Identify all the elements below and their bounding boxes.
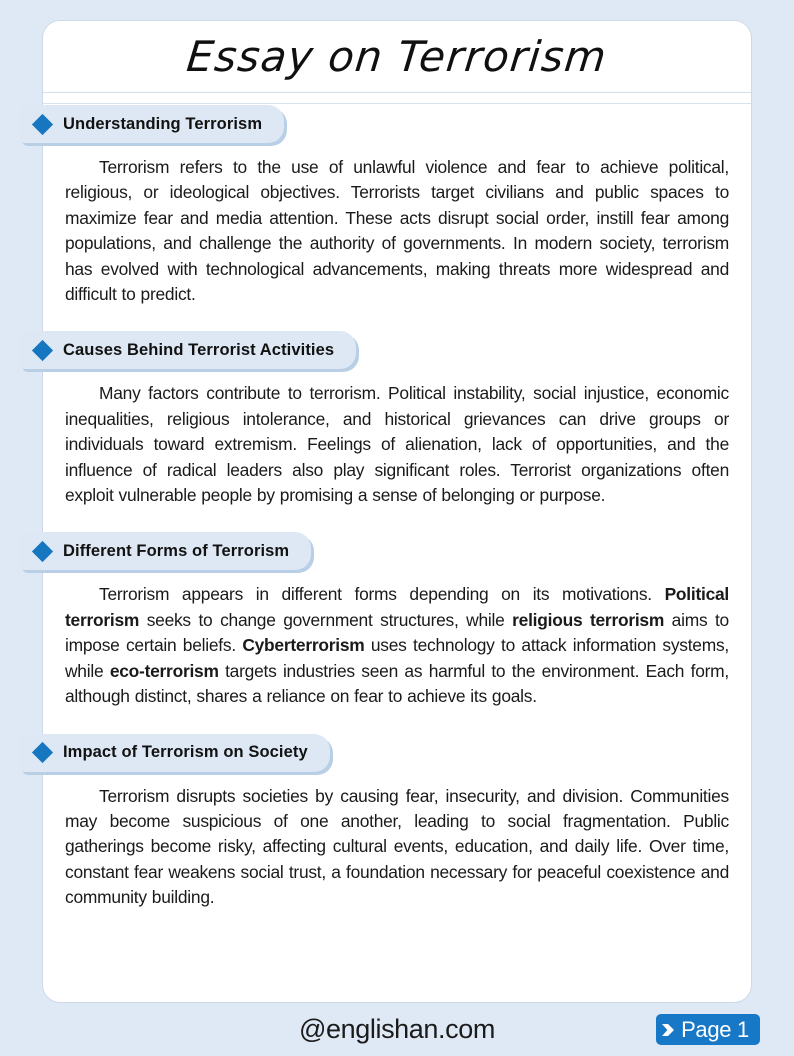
- diamond-bullet-icon: [32, 742, 53, 763]
- diamond-bullet-icon: [32, 113, 53, 134]
- section-impact-of-terrorism-on-society: [43, 734, 751, 911]
- page-footer: [0, 1003, 794, 1056]
- section-heading-label-1: Understanding Terrorism: [63, 114, 263, 133]
- section-heading-label-4: Impact of Terrorism on Society: [63, 743, 308, 761]
- title-divider: [43, 93, 751, 104]
- arrow-right-icon: [662, 1022, 678, 1038]
- section-heading-pill-1[interactable]: [19, 105, 284, 143]
- title-band: [43, 21, 751, 93]
- page-number-label: Page 1: [681, 1016, 749, 1042]
- site-name: @englishan.com: [299, 1014, 495, 1044]
- section-heading-pill-2[interactable]: [19, 331, 356, 369]
- section-heading-label-2: Causes Behind Terrorist Activities: [63, 340, 335, 359]
- section-heading-pill-3[interactable]: [19, 532, 311, 570]
- section-paragraph-4: Terrorism disrupts societies by causing fear, insecurity, and division. Communities may become suspicious of one another, leading to social fragmentation. Public gatherings become risky, affecting cultural events, education, and daily life. Over time, constant fear weakens social trust, a foundation necessary for peaceful coexistence and community building.: [65, 785, 729, 908]
- section-heading-pill-4[interactable]: [19, 734, 330, 772]
- essay-content: [43, 105, 751, 1002]
- section-paragraph-3: Terrorism appears in different forms depending on its motivations. Political terrorism seeks to change government structures, while religious terrorism aims to impose certain beliefs. Cyberterrorism uses technology to attack information systems, while eco-terrorism targets industries seen as harmful to the environment. Each form, although distinct, shares a reliance on fear to achieve its goals.: [65, 584, 729, 707]
- section-different-forms-of-terrorism: [43, 532, 751, 709]
- diamond-bullet-icon: [32, 340, 53, 361]
- page-title: Essay on Terrorism: [184, 31, 610, 81]
- essay-page-card: [42, 20, 752, 1003]
- section-heading-label-3: Different Forms of Terrorism: [63, 541, 290, 560]
- section-understanding-terrorism: [43, 105, 751, 307]
- diamond-bullet-icon: [32, 541, 53, 562]
- page-number-badge[interactable]: [656, 1014, 760, 1045]
- section-paragraph-2: Many factors contribute to terrorism. Political instability, social injustice, economic inequalities, religious intolerance, and historical grievances can drive groups or individuals toward extremism. Feelings of alienation, lack of opportunities, and the influence of radical leaders also play significant roles. Terrorist organizations often exploit vulnerable people by promising a sense of belonging or purpose.: [65, 383, 729, 506]
- section-paragraph-1: Terrorism refers to the use of unlawful violence and fear to achieve political, religious, or ideological objectives. Terrorists target civilians and public spaces to maximize fear and media attention. These acts disrupt social order, instill fear among populations, and challenge the authority of governments. In modern society, terrorism has evolved with technological advancements, making threats more widespread and difficult to predict.: [65, 157, 729, 305]
- section-causes-behind-terrorist-activities: [43, 331, 751, 508]
